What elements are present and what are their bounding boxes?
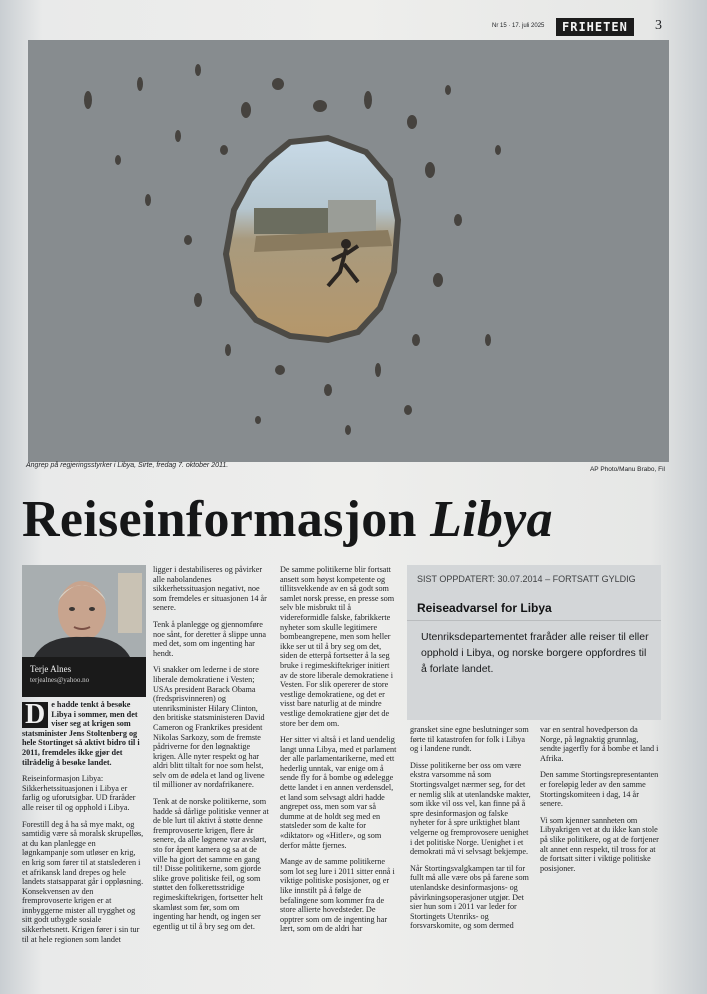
lead-paragraph (22, 700, 144, 767)
paragraph: De samme politikerne blir fortsatt ansett som høyst kompetente og tillitsvekkende av en så godt som samlet norsk presse, en presse som selv ble misbrukt til å videreformidle falske, fabrikkerte nyheter som skulle legitimere bombeangrepene, men som heller ikke ser ut til å bry seg om det, siden de etterpå fortsetter å la seg bruke i regimeskiftekriger initiert av de store liberale demokratiene i Vesten. For slik opererer de store vestlige demokratiene, og det er visst bare naturlig at de mindre vestlige demokratiene gjør det de store ber dem om. (280, 565, 395, 728)
article-column-5 (540, 725, 660, 880)
paper-name: FRIHETEN (556, 18, 634, 36)
lead-text: e hadde tenkt å besøke Libya i sommer, men det viser seg at krigen som statsminister Jens Stoltenberg og hele Stortinget så aktivt bidro til i 2011, fremdeles ikke gjør det tilrådelig å besøke landet. (22, 700, 140, 767)
drop-cap: D (22, 702, 48, 728)
article-column-1 (22, 700, 144, 951)
paragraph: Den samme Stortingsrepresentanten er foreløpig leder av den samme Stortingskomiteen i dag, 14 år senere. (540, 770, 659, 809)
paragraph: Vi snakker om lederne i de store liberale demokratiene i Vesten; USAs president Barack Obama (fredsprisvinneren) og utenriksminister Hilary Clinton, den britiske statsministeren David Cameron og Frankrikes president Nikolas Sarkozy, som de fremste pådriverne for den løgnaktige krigen. Alle nyter respekt og har aldri blitt tiltalt for noe som helst, selv om de ødela et land og livene til millioner av nordafrikanere. (153, 665, 265, 790)
paragraph: Tenk at de norske politikerne, som hadde så dårlige politiske venner at de ble lurt til aktivt å støtte denne fremprovoserte krigen, flere år senere, da alle løgnene var avslørt, sto for åpent kamera og sa at de ville ha gjort det samme en gang til! Disse politikerne, som gjorde slike grove politiske feil, og som støttet den folkerettsstridige regimeskiftekrigen, fortsetter helt skamløst som før, som om ingenting har hendt, og ingen ser egentlig ut til å bry seg om det. (153, 797, 269, 931)
advisory-updated: SIST OPPDATERT: 30.07.2014 – FORTSATT GYLDIG (417, 574, 636, 584)
article-headline (22, 488, 682, 552)
headline-italic: Libya (430, 491, 553, 548)
advisory-title: Reiseadvarsel for Libya (417, 601, 552, 615)
masthead (0, 6, 707, 40)
paragraph: Her sitter vi altså i et land uendelig langt unna Libya, med et parlament der alle parlamentarikerne, med ett hederlig unntak, var enige om å sende fly for å bombe og ødelegge dette landet i en annen verdensdel, et land som selvsagt aldri hadde angrepet oss, men som var så dumme at de holdt seg med en statsleder som de kalte for «diktator» og «Hitler», og som derfor måtte fjernes. (280, 735, 397, 850)
paragraph: Når Stortingsvalgkampen tar til for fullt må alle være obs på farene som utenlandske desinformasjons- og påvirkningsoperasjoner utgjør. Det sier hun som i 2011 var leder for Stortingets Utenriks- og forsvarskomite, og som dermed (410, 863, 529, 931)
paragraph: gransket sine egne beslutninger som førte til katastrofen for folk i Libya og i landene rundt. (410, 725, 529, 754)
page-number: 3 (655, 18, 662, 33)
article-column-4 (410, 725, 532, 938)
paragraph: var en sentral hovedperson da Norge, på løgnaktig grunnlag, sendte jagerfly for å bombe et land i Afrika. (540, 725, 659, 763)
author-byline (22, 657, 146, 697)
paragraph: Tenk å planlegge og gjennomføre noe sånt, for deretter å slippe unna med det, som om ingenting har hendt. (153, 619, 266, 658)
paragraph: Forestill deg å ha så mye makt, og samtidig være så moralsk skrupelløs, at du kan planlegge en løgnkampanje som utløser en krig, en krig som fører til at statslederen i et afrikansk land drepes og hele landets statsapparat går i oppløsning. Konsekvensen av den fremprovoserte krigen er at innbyggerne mister all trygghet og sitt godt utbygde sosiale sikkerhetsnett. Krigen fører i sin tur til at hele regionen som landet (22, 819, 144, 944)
paragraph: Disse politikerne ber oss om være ekstra varsomme nå som Stortingsvalget nærmer seg, for det er nemlig slik at utenlandske makter, som ikke vil oss vel, kan finne på å spre desinformasjon og falske nyheter for å spre uriktighet blant velgerne og fremprovosere uenighet i det politiske Norge. Uenighet i et demokrati må vi selvsagt bekjempe. (410, 760, 531, 857)
paragraph: Reiseinformasjon Libya: Sikkerhetssituasjonen i Libya er farlig og uforutsigbar. UD fraråder alle reiser til og opphold i Libya. (22, 774, 136, 812)
photo-caption: Angrep på regjeringsstyrker i Libya, Sirte, fredag 7. oktober 2011. (26, 462, 229, 469)
news-photo (28, 40, 669, 462)
travel-advisory-box (407, 565, 661, 720)
article-column-3 (280, 565, 398, 941)
headline-main: Reiseinformasjon (22, 491, 417, 548)
paragraph: ligger i destabiliseres og påvirker alle nabolandenes sikkerhetssituasjon negativt, noe som fremdeles er situasjonen 14 år senere. (153, 565, 267, 613)
author-name: Terje Alnes (30, 664, 72, 674)
advisory-body: Utenriksdepartementet fraråder alle reiser til eller opphold i Libya, og norske borgere oppfordres til å forlate landet. (421, 631, 649, 675)
author-email: terjealnes@yahoo.no (30, 676, 90, 684)
article-column-2 (153, 565, 271, 938)
paragraph: Mange av de samme politikerne som lot seg lure i 2011 sitter ennå i viktige politiske posisjoner, og er like innstilt på å følge de befalingene som kommer fra de store allierte hovedsteder. De opptrer som om de ingenting har lært, som om de aldri har (280, 857, 395, 934)
paragraph: Vi som kjenner sannheten om Libyakrigen vet at du ikke kan stole på slike politikere, og at de fortjener alt annet enn respekt, til tross for at de fortsatt sitter i viktige politiske posisjoner. (540, 815, 659, 873)
author-portrait (22, 565, 146, 657)
photo-credit: AP Photo/Manu Brabo, Fil (589, 466, 665, 473)
issue-date: Nr 15 · 17. juli 2025 (492, 23, 545, 29)
divider (407, 620, 661, 621)
bullet-hole-wall-image (28, 40, 669, 462)
author-photo (22, 565, 146, 657)
